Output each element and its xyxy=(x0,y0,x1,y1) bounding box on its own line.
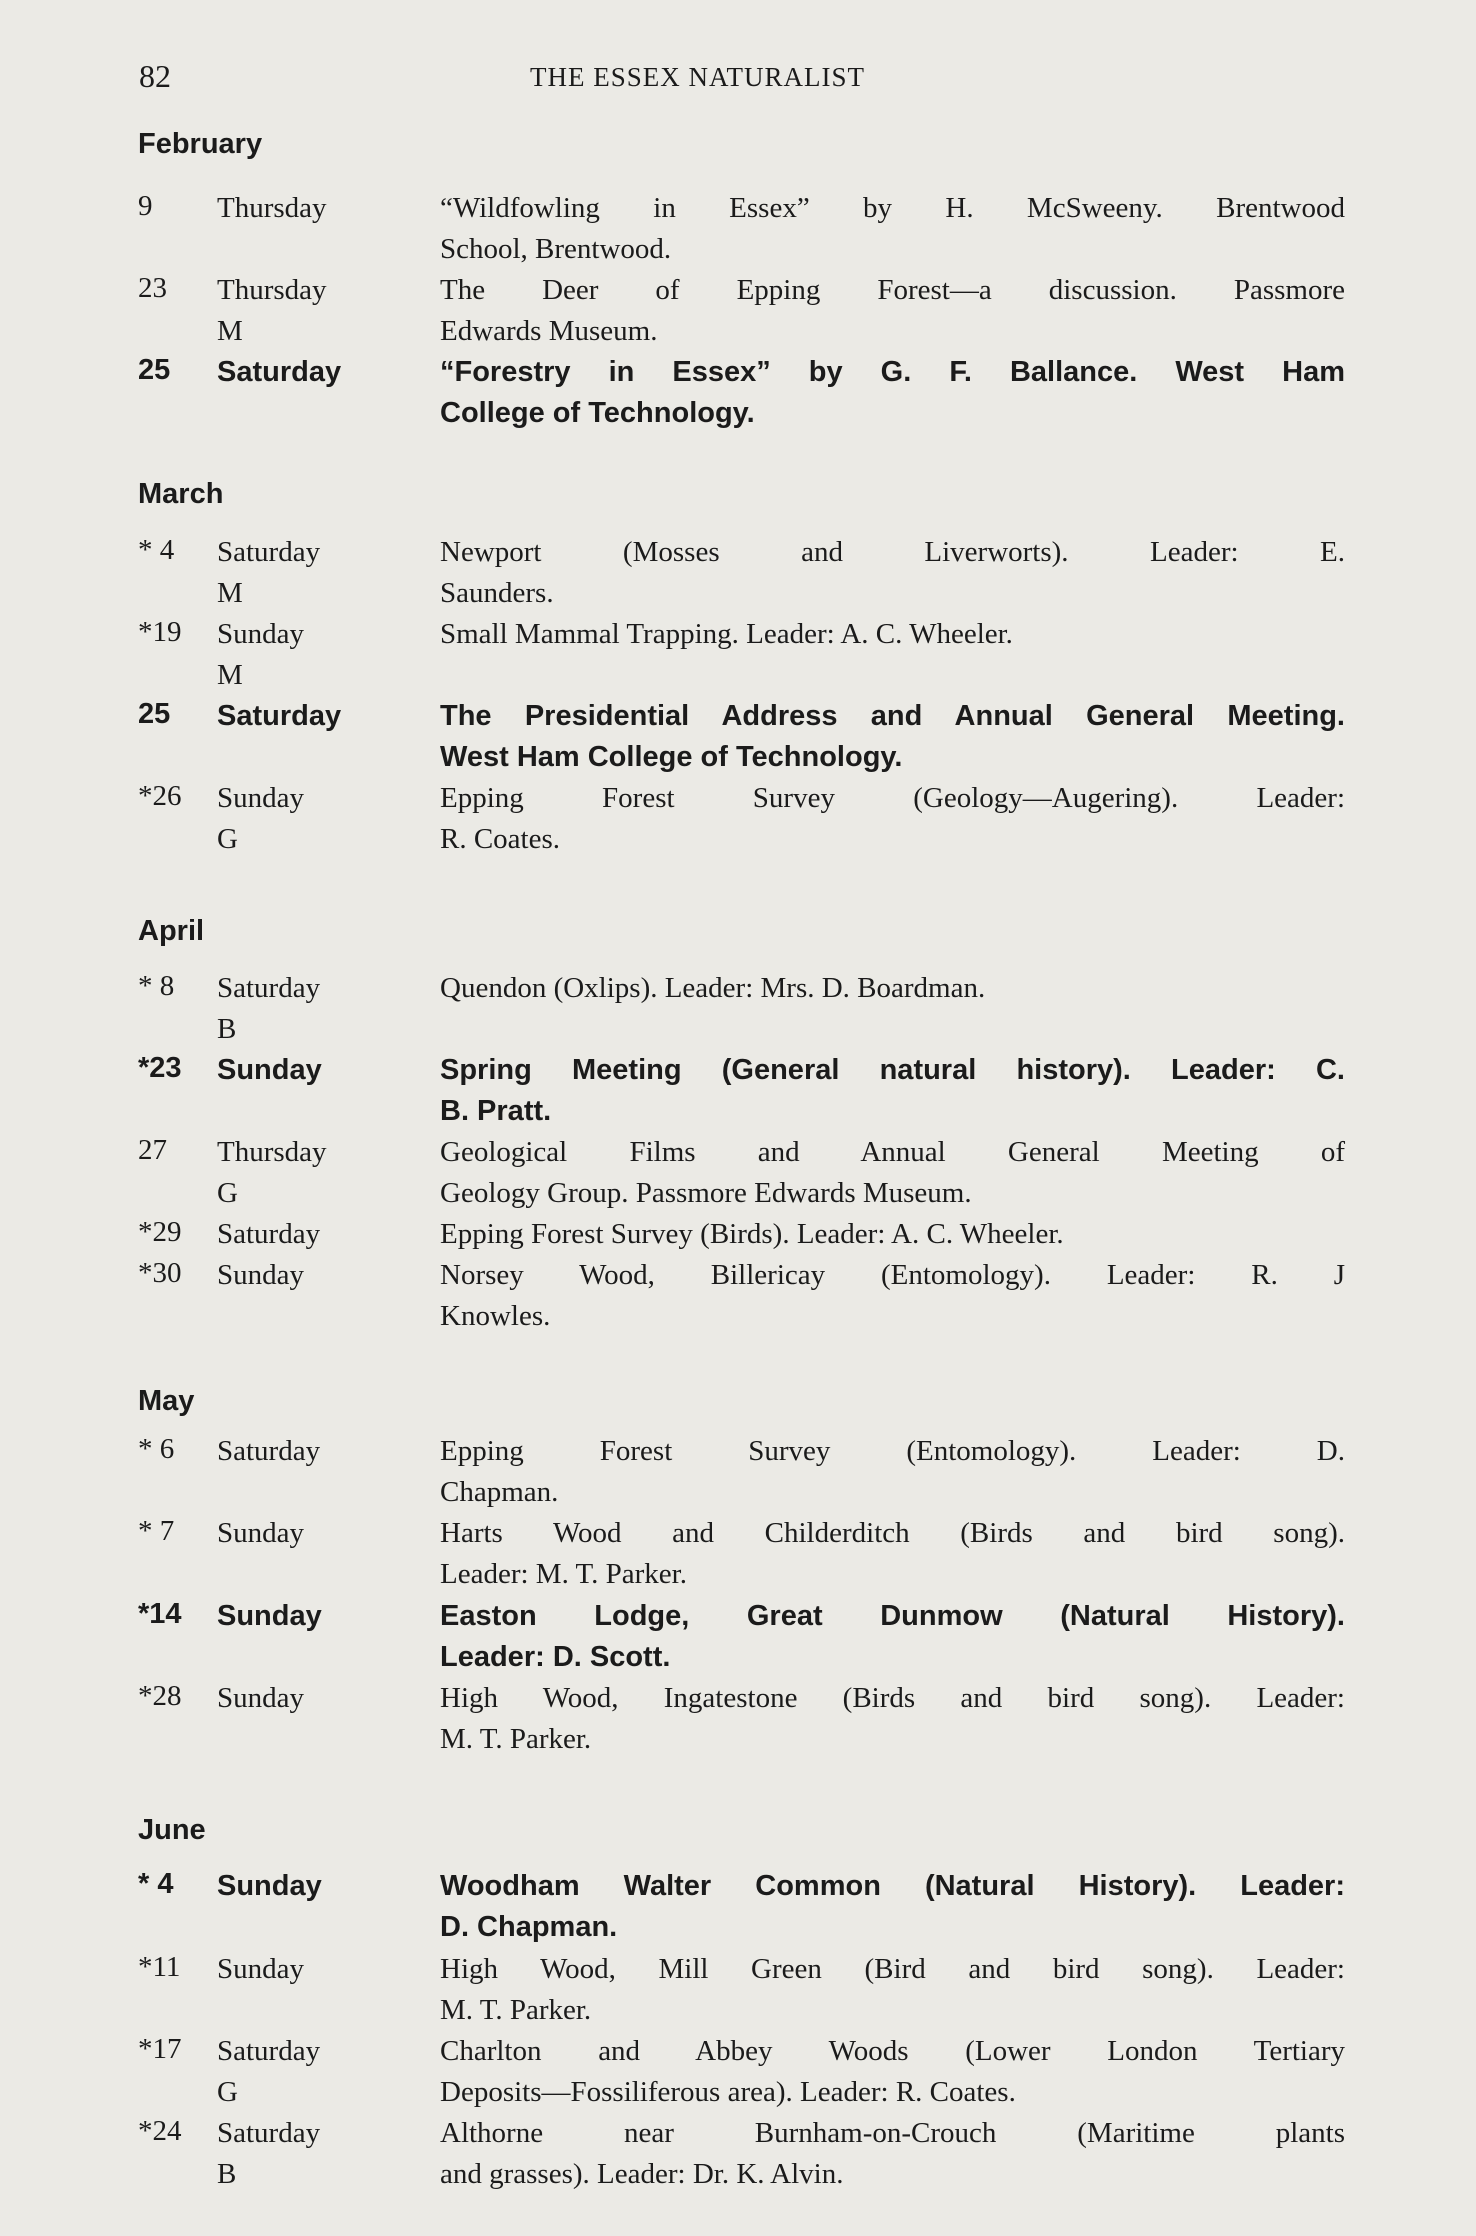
description-line: “Forestry in Essex” by G. F. Ballance. West Ham xyxy=(440,356,1345,388)
meeting-date: 23 xyxy=(138,272,167,304)
meeting-date: *26 xyxy=(138,780,182,812)
running-title: THE ESSEX NATURALIST xyxy=(530,62,865,92)
weekday: Sunday xyxy=(217,782,304,814)
meeting-description xyxy=(440,614,1345,655)
weekday: Saturday xyxy=(217,2117,321,2149)
month-heading: March xyxy=(138,478,224,510)
meeting-description xyxy=(440,696,1345,778)
meeting-day xyxy=(217,614,304,696)
meeting-description xyxy=(440,1678,1345,1760)
weekday: Saturday xyxy=(217,536,321,568)
weekday: Sunday xyxy=(217,1870,322,1902)
description-line: Woodham Walter Common (Natural History). Leader: xyxy=(440,1870,1345,1902)
month-heading: February xyxy=(138,128,263,160)
meeting-day xyxy=(217,1214,320,1255)
meeting-date: *28 xyxy=(138,1680,182,1712)
meeting-description xyxy=(440,1866,1345,1948)
month-heading: May xyxy=(138,1385,195,1417)
month-heading: June xyxy=(138,1814,206,1846)
meeting-description xyxy=(440,778,1345,860)
meeting-day xyxy=(217,778,304,860)
page-number: 82 xyxy=(139,58,171,94)
description-line: The Presidential Address and Annual General Meeting. xyxy=(440,700,1345,732)
meeting-description xyxy=(440,1596,1345,1678)
meeting-day xyxy=(217,968,320,1050)
meeting-date: *17 xyxy=(138,2033,182,2065)
description-line: B. Pratt. xyxy=(440,1095,552,1127)
meeting-description xyxy=(440,2031,1345,2113)
description-line: Epping Forest Survey (Geology—Augering). Leader: xyxy=(440,782,1345,814)
meeting-day xyxy=(217,1596,322,1637)
meeting-date: 25 xyxy=(138,354,171,386)
meeting-day xyxy=(217,2031,320,2113)
meeting-description xyxy=(440,352,1345,434)
meeting-date: * 6 xyxy=(138,1433,175,1465)
meeting-description xyxy=(440,532,1345,614)
weekday: Thursday xyxy=(217,274,327,306)
description-line: Newport (Mosses and Liverworts). Leader: E. xyxy=(440,536,1345,568)
meeting-day xyxy=(217,1678,304,1719)
description-line: School, Brentwood. xyxy=(440,233,672,265)
meeting-description xyxy=(440,1255,1345,1337)
meeting-date: * 4 xyxy=(138,1868,174,1900)
description-line: Easton Lodge, Great Dunmow (Natural History). xyxy=(440,1600,1345,1632)
meeting-day xyxy=(217,2113,320,2195)
description-line: Harts Wood and Childerditch (Birds and bird song). xyxy=(440,1517,1345,1549)
meeting-description xyxy=(440,1949,1345,2031)
meeting-date: * 7 xyxy=(138,1515,175,1547)
meeting-date: *19 xyxy=(138,616,182,648)
meeting-day xyxy=(217,1431,320,1472)
meeting-description xyxy=(440,1513,1345,1595)
group-code: B xyxy=(217,2158,237,2190)
description-line: Knowles. xyxy=(440,1300,551,1332)
group-code: G xyxy=(217,823,238,855)
description-line: Epping Forest Survey (Entomology). Leader: D. xyxy=(440,1435,1345,1467)
weekday: Saturday xyxy=(217,1435,321,1467)
description-line: Epping Forest Survey (Birds). Leader: A. C. Wheeler. xyxy=(440,1218,1064,1250)
weekday: Saturday xyxy=(217,972,321,1004)
description-line: D. Chapman. xyxy=(440,1911,618,1943)
description-line: Leader: M. T. Parker. xyxy=(440,1558,687,1590)
description-line: West Ham College of Technology. xyxy=(440,741,903,773)
weekday: Thursday xyxy=(217,192,327,224)
description-line: Charlton and Abbey Woods (Lower London Tertiary xyxy=(440,2035,1345,2067)
description-line: R. Coates. xyxy=(440,823,561,855)
meeting-date: *29 xyxy=(138,1216,182,1248)
meeting-description xyxy=(440,1132,1345,1214)
description-line: “Wildfowling in Essex” by H. McSweeny. Brentwood xyxy=(440,192,1345,224)
meeting-date: *24 xyxy=(138,2115,182,2147)
weekday: Sunday xyxy=(217,1054,322,1086)
description-line: The Deer of Epping Forest—a discussion. Passmore xyxy=(440,274,1345,306)
group-code: M xyxy=(217,659,243,691)
description-line: M. T. Parker. xyxy=(440,1723,592,1755)
meeting-date: * 8 xyxy=(138,970,175,1002)
weekday: Saturday xyxy=(217,2035,321,2067)
description-line: Edwards Museum. xyxy=(440,315,658,347)
weekday: Sunday xyxy=(217,1953,304,1985)
meeting-description xyxy=(440,968,1345,1009)
description-line: and grasses). Leader: Dr. K. Alvin. xyxy=(440,2158,844,2190)
description-line: Small Mammal Trapping. Leader: A. C. Wheeler. xyxy=(440,618,1013,650)
meeting-day xyxy=(217,188,327,229)
meeting-day xyxy=(217,1050,322,1091)
description-line: High Wood, Mill Green (Bird and bird song). Leader: xyxy=(440,1953,1345,1985)
meeting-description xyxy=(440,188,1345,270)
group-code: G xyxy=(217,1177,238,1209)
meeting-day xyxy=(217,532,320,614)
group-code: B xyxy=(217,1013,237,1045)
description-line: Deposits—Fossiliferous area). Leader: R. Coates. xyxy=(440,2076,1016,2108)
weekday: Sunday xyxy=(217,1259,304,1291)
weekday: Sunday xyxy=(217,1682,304,1714)
weekday: Thursday xyxy=(217,1136,327,1168)
weekday: Sunday xyxy=(217,1517,304,1549)
group-code: M xyxy=(217,577,243,609)
meeting-description xyxy=(440,1431,1345,1513)
meeting-day xyxy=(217,1513,304,1554)
meeting-description xyxy=(440,1214,1345,1255)
description-line: Leader: D. Scott. xyxy=(440,1641,671,1673)
meeting-date: 25 xyxy=(138,698,171,730)
description-line: Quendon (Oxlips). Leader: Mrs. D. Boardman. xyxy=(440,972,986,1004)
description-line: Althorne near Burnham-on-Crouch (Maritime plants xyxy=(440,2117,1345,2149)
meeting-day xyxy=(217,1255,304,1296)
meeting-day xyxy=(217,352,341,393)
description-line: High Wood, Ingatestone (Birds and bird song). Leader: xyxy=(440,1682,1345,1714)
weekday: Saturday xyxy=(217,356,342,388)
weekday: Sunday xyxy=(217,1600,322,1632)
meeting-day xyxy=(217,1866,322,1907)
meeting-day xyxy=(217,1949,304,1990)
description-line: Geology Group. Passmore Edwards Museum. xyxy=(440,1177,972,1209)
description-line: M. T. Parker. xyxy=(440,1994,592,2026)
meeting-day xyxy=(217,270,327,352)
description-line: Saunders. xyxy=(440,577,554,609)
meeting-date: * 4 xyxy=(138,534,175,566)
meeting-date: *11 xyxy=(138,1951,181,1983)
group-code: G xyxy=(217,2076,238,2108)
meeting-date: *14 xyxy=(138,1598,182,1630)
meeting-date: *30 xyxy=(138,1257,182,1289)
meeting-day xyxy=(217,696,341,737)
description-line: Spring Meeting (General natural history). Leader: C. xyxy=(440,1054,1345,1086)
month-heading: April xyxy=(138,915,205,947)
meeting-date: 27 xyxy=(138,1134,167,1166)
description-line: College of Technology. xyxy=(440,397,755,429)
meeting-description xyxy=(440,1050,1345,1132)
meeting-day xyxy=(217,1132,327,1214)
meeting-date: *23 xyxy=(138,1052,182,1084)
weekday: Saturday xyxy=(217,1218,321,1250)
group-code: M xyxy=(217,315,243,347)
meeting-description xyxy=(440,270,1345,352)
meeting-date: 9 xyxy=(138,190,153,222)
meeting-description xyxy=(440,2113,1345,2195)
weekday: Sunday xyxy=(217,618,304,650)
description-line: Chapman. xyxy=(440,1476,559,1508)
weekday: Saturday xyxy=(217,700,342,732)
description-line: Geological Films and Annual General Meeting of xyxy=(440,1136,1345,1168)
description-line: Norsey Wood, Billericay (Entomology). Leader: R. J xyxy=(440,1259,1345,1291)
